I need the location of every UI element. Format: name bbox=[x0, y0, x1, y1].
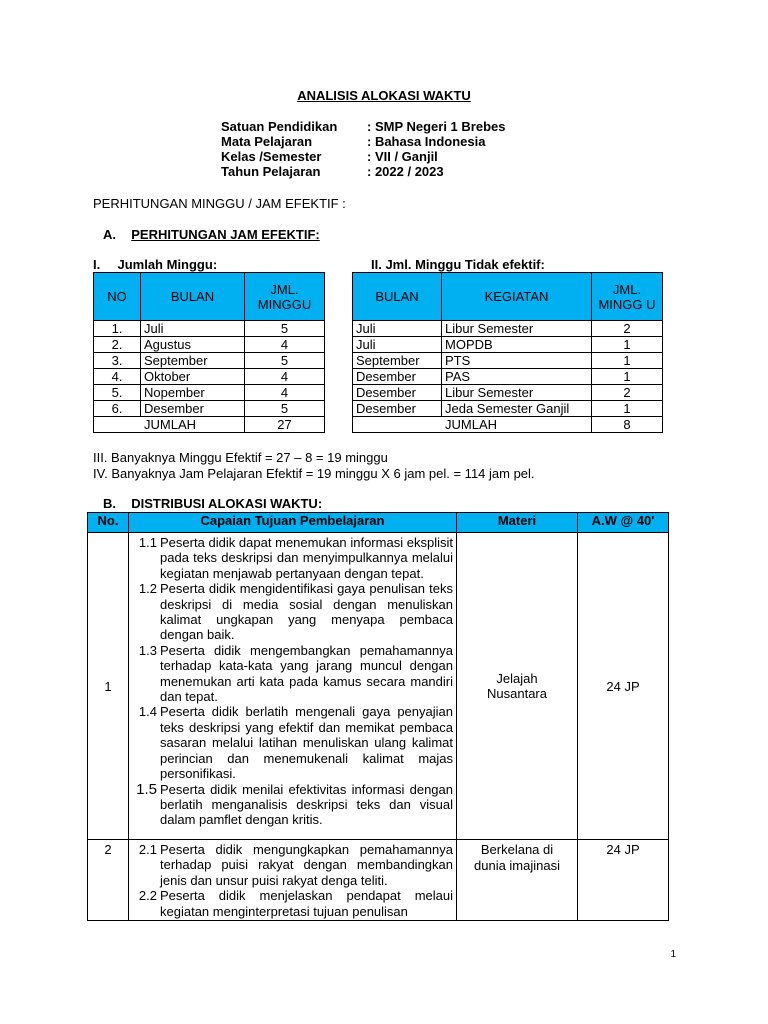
table-row bbox=[94, 369, 325, 385]
objective-text: Peserta didik mengungkapkan pemahamannya terhadap puisi rakyat dengan membandingkan jenis dan unsur puisi rakyat denga teliti. bbox=[160, 842, 453, 888]
table1-caption-num: I. bbox=[93, 257, 101, 272]
row-number: 1 bbox=[88, 533, 129, 840]
cell: 5. bbox=[94, 385, 141, 401]
info-value: : 2022 / 2023 bbox=[367, 164, 444, 179]
cell: 4 bbox=[245, 369, 325, 385]
info-value: : SMP Negeri 1 Brebes bbox=[367, 119, 506, 134]
total-label: JUMLAH bbox=[353, 417, 592, 433]
row-number: 2 bbox=[88, 840, 129, 921]
time-allocation: 24 JP bbox=[578, 533, 669, 840]
column-header: BULAN bbox=[353, 273, 442, 321]
cell: Juli bbox=[353, 337, 442, 353]
cell: 3. bbox=[94, 353, 141, 369]
cell: 2 bbox=[592, 321, 663, 337]
identity-block bbox=[221, 119, 505, 179]
cell: September bbox=[141, 353, 245, 369]
weeks-table bbox=[93, 272, 325, 433]
cell: Nopember bbox=[141, 385, 245, 401]
objective-number: 2.2 bbox=[138, 888, 157, 904]
cell: Libur Semester bbox=[442, 385, 592, 401]
section-b-letter: B. bbox=[103, 496, 116, 511]
column-header: No. bbox=[88, 513, 129, 533]
section-b-heading bbox=[103, 496, 322, 511]
cell: 1 bbox=[592, 337, 663, 353]
materi-cell: Jelajah Nusantara bbox=[457, 533, 578, 840]
table-row bbox=[353, 321, 663, 337]
cell: 5 bbox=[245, 401, 325, 417]
table-total-row bbox=[94, 417, 325, 433]
table2-caption bbox=[371, 257, 545, 272]
objective-text: Peserta didik menilai efektivitas informasi dengan berlatih menganalisis deskripsi teks dan visual dalam pamflet dengan kritis. bbox=[160, 781, 453, 828]
table1-caption-text: Jumlah Minggu: bbox=[117, 257, 218, 272]
objective-item bbox=[132, 842, 453, 888]
cell: PTS bbox=[442, 353, 592, 369]
cell: Oktober bbox=[141, 369, 245, 385]
objective-item bbox=[132, 535, 453, 581]
section-heading: PERHITUNGAN MINGGU / JAM EFEKTIF : bbox=[93, 196, 346, 211]
cell: Juli bbox=[141, 321, 245, 337]
info-label: Tahun Pelajaran bbox=[221, 164, 321, 179]
cell: Juli bbox=[353, 321, 442, 337]
cell: Jeda Semester Ganjil bbox=[442, 401, 592, 417]
table-row bbox=[353, 401, 663, 417]
total-value: 27 bbox=[245, 417, 325, 433]
materi-cell: Berkelana di dunia imajinasi bbox=[457, 840, 578, 921]
time-allocation: 24 JP bbox=[578, 840, 669, 921]
table-row bbox=[94, 385, 325, 401]
table-header-row bbox=[353, 273, 663, 321]
cell: Desember bbox=[141, 401, 245, 417]
cell: Libur Semester bbox=[442, 321, 592, 337]
section-a-heading bbox=[103, 227, 320, 242]
summary-effective-hours: IV. Banyaknya Jam Pelajaran Efektif = 19 minggu X 6 jam pel. = 114 jam pel. bbox=[93, 466, 535, 481]
objective-number: 1.4 bbox=[138, 704, 157, 720]
section-b-title: DISTRIBUSI ALOKASI WAKTU: bbox=[131, 496, 323, 511]
cell: PAS bbox=[442, 369, 592, 385]
column-header: JML. MINGGU bbox=[245, 273, 325, 321]
section-a-letter: A. bbox=[103, 227, 116, 242]
cell: 5 bbox=[245, 353, 325, 369]
objective-text: Peserta didik dapat menemukan informasi eksplisit pada teks deskripsi dan menyimpulkannya melalui kegiatan menjawab pertanyaan dengan tepat. bbox=[160, 535, 453, 581]
section-a-title: PERHITUNGAN JAM EFEKTIF: bbox=[131, 227, 320, 242]
cell: September bbox=[353, 353, 442, 369]
cell: Desember bbox=[353, 385, 442, 401]
column-header: A.W @ 40' bbox=[578, 513, 669, 533]
info-row bbox=[221, 164, 505, 179]
column-header: KEGIATAN bbox=[442, 273, 592, 321]
table-row bbox=[88, 840, 669, 921]
info-label: Mata Pelajaran bbox=[221, 134, 313, 149]
table-header-row bbox=[88, 513, 669, 533]
info-label: Kelas /Semester bbox=[221, 149, 322, 164]
objective-number: 2.1 bbox=[138, 842, 157, 857]
column-header: BULAN bbox=[141, 273, 245, 321]
table2-caption-text: II. Jml. Minggu Tidak efektif: bbox=[371, 257, 545, 272]
cell: 5 bbox=[245, 321, 325, 337]
distribution-table bbox=[87, 512, 669, 921]
info-value: : VII / Ganjil bbox=[367, 149, 438, 164]
cell: 1 bbox=[592, 353, 663, 369]
table-row bbox=[88, 533, 669, 840]
cell: 1 bbox=[592, 369, 663, 385]
column-header: NO bbox=[94, 273, 141, 321]
objective-item bbox=[132, 704, 453, 781]
objective-item bbox=[132, 782, 453, 828]
summary-effective-weeks: III. Banyaknya Minggu Efektif = 27 – 8 = 19 minggu bbox=[93, 450, 388, 465]
table1-caption bbox=[93, 257, 217, 272]
objective-number: 1.5 bbox=[136, 780, 157, 798]
table-row bbox=[94, 401, 325, 417]
total-value: 8 bbox=[592, 417, 663, 433]
learning-objectives bbox=[129, 840, 457, 921]
page-number: 1 bbox=[670, 949, 676, 960]
table-row bbox=[353, 353, 663, 369]
learning-objectives bbox=[129, 533, 457, 840]
table-row bbox=[94, 321, 325, 337]
cell: Desember bbox=[353, 401, 442, 417]
objective-number: 1.2 bbox=[138, 581, 157, 597]
objective-text: Peserta didik mengembangkan pemahamannya terhadap kata-kata yang jarang muncul dengan menemukan arti kata pada kamus secara mandiri dan tepat. bbox=[160, 642, 453, 705]
table-row bbox=[353, 369, 663, 385]
info-row bbox=[221, 149, 505, 164]
table-row bbox=[353, 385, 663, 401]
objective-text: Peserta didik mengidentifikasi gaya penulisan teks deskripsi di media sosial dengan menuliskan kalimat ungkapan yang menyapa pembaca dengan baik. bbox=[160, 581, 453, 643]
column-header: Capaian Tujuan Pembelajaran bbox=[129, 513, 457, 533]
objective-text: Peserta didik berlatih mengenali gaya penyajian teks deskripsi yang efektif dan memikat pembaca sasaran melalui latihan menuliskan ulang kalimat perincian dan menemukenali kalimat majas personifikasi. bbox=[160, 704, 453, 782]
objective-number: 1.3 bbox=[138, 642, 157, 658]
info-label: Satuan Pendidikan bbox=[221, 119, 338, 134]
table-header-row bbox=[94, 273, 325, 321]
cell: 2. bbox=[94, 337, 141, 353]
cell: 4 bbox=[245, 385, 325, 401]
info-value: : Bahasa Indonesia bbox=[367, 134, 486, 149]
objective-text: Peserta didik menjelaskan pendapat melaui kegiatan menginterpretasi tujuan penulisan bbox=[160, 888, 453, 919]
table-row bbox=[94, 353, 325, 369]
objective-item bbox=[132, 643, 453, 705]
objective-item bbox=[132, 581, 453, 643]
table-row bbox=[94, 337, 325, 353]
column-header: Materi bbox=[457, 513, 578, 533]
non-effective-weeks-table bbox=[352, 272, 663, 433]
table-row bbox=[353, 337, 663, 353]
total-label: JUMLAH bbox=[94, 417, 245, 433]
cell: 1. bbox=[94, 321, 141, 337]
cell: Agustus bbox=[141, 337, 245, 353]
cell: 2 bbox=[592, 385, 663, 401]
cell: 4 bbox=[245, 337, 325, 353]
objective-item bbox=[132, 888, 453, 919]
cell: 4. bbox=[94, 369, 141, 385]
table-total-row bbox=[353, 417, 663, 433]
cell: Desember bbox=[353, 369, 442, 385]
page-title: ANALISIS ALOKASI WAKTU bbox=[297, 88, 471, 103]
column-header: JML. MINGG U bbox=[592, 273, 663, 321]
info-row bbox=[221, 119, 505, 134]
cell: 6. bbox=[94, 401, 141, 417]
info-row bbox=[221, 134, 505, 149]
cell: MOPDB bbox=[442, 337, 592, 353]
objective-number: 1.1 bbox=[138, 535, 157, 550]
cell: 1 bbox=[592, 401, 663, 417]
